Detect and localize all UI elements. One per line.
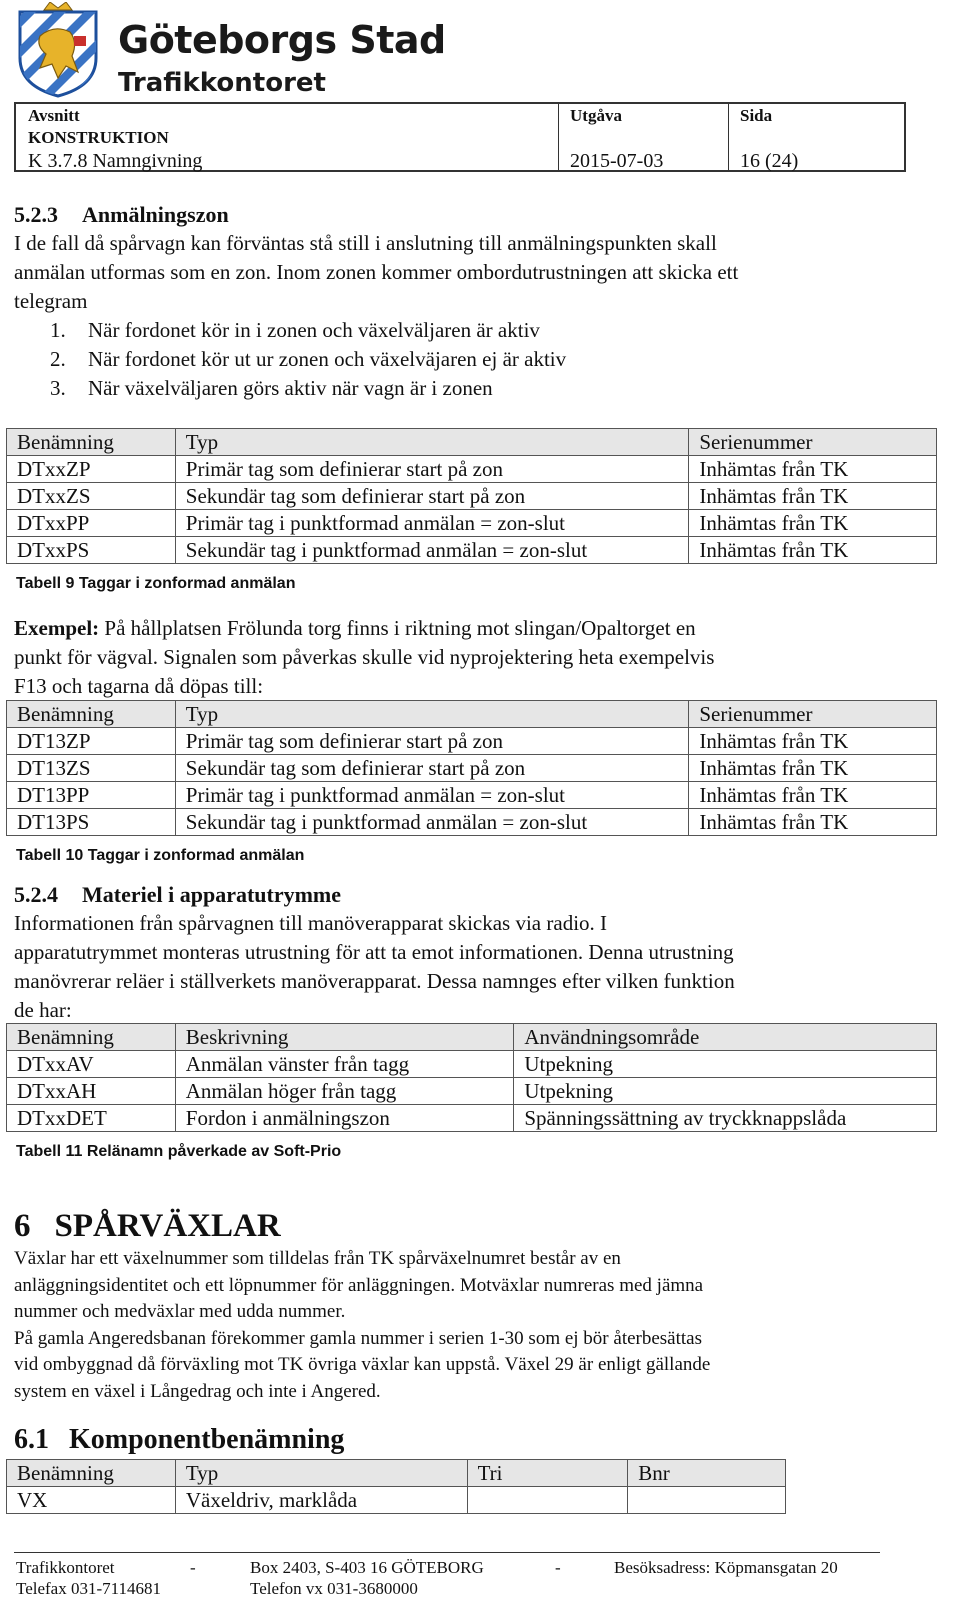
table-cell: DT13ZP: [7, 728, 176, 755]
table-cell: Inhämtas från TK: [689, 510, 937, 537]
table-cell: Sekundär tag som definierar start på zon: [175, 755, 689, 782]
table-header-row: [7, 429, 937, 456]
document-header-box: [14, 102, 906, 172]
text-line: manövrerar reläer i ställverkets manöverapparat. Dessa namnges efter vilken funktion: [14, 969, 735, 993]
list-number: 2.: [50, 347, 66, 371]
page-cell: [740, 104, 890, 170]
table-cell: DT13ZS: [7, 755, 176, 782]
table-cell: VX: [7, 1487, 176, 1514]
footer-phone: Telefon vx 031-3680000: [250, 1579, 418, 1598]
page-label: Sida: [740, 106, 773, 125]
table-cell: Sekundär tag i punktformad anmälan = zon-slut: [175, 809, 689, 836]
table-cell: [628, 1487, 786, 1514]
table-cell: DTxxAH: [7, 1078, 176, 1105]
text-line: nummer och medväxlar med udda nummer.: [14, 1301, 346, 1322]
column-header: Benämning: [7, 1024, 176, 1051]
heading-text: Anmälningszon: [82, 202, 229, 227]
gothenburg-coat-of-arms-logo: [14, 2, 102, 98]
table-cell: Primär tag i punktformad anmälan = zon-slut: [175, 510, 689, 537]
column-header: Benämning: [7, 701, 176, 728]
component-table: [6, 1459, 786, 1514]
brand-title: Göteborgs Stad: [118, 18, 446, 62]
section-value: KONSTRUKTION: [28, 128, 169, 147]
table-caption: Tabell 11 Relänamn påverkade av Soft-Prio: [16, 1143, 342, 1160]
table-row: [7, 782, 937, 809]
text-line: F13 och tagarna då döpas till:: [14, 674, 264, 698]
section-cell: [28, 104, 548, 170]
table-row: [7, 1051, 937, 1078]
table-cell: DTxxZP: [7, 456, 176, 483]
table-cell: DTxxDET: [7, 1105, 176, 1132]
table-cell: DT13PP: [7, 782, 176, 809]
heading-text: Komponentbenämning: [69, 1424, 345, 1455]
footer-fax: Telefax 031-7114681: [16, 1579, 161, 1598]
footer-org: Trafikkontoret: [16, 1558, 115, 1577]
paragraph-sparvaxlar: [14, 1246, 914, 1405]
paragraph-materiel: [14, 909, 914, 1025]
footer-separator: -: [555, 1558, 561, 1577]
column-header: Benämning: [7, 1460, 176, 1487]
table-cell: Anmälan vänster från tagg: [175, 1051, 514, 1078]
list-text: När fordonet kör in i zonen och växelväljaren är aktiv: [88, 318, 540, 342]
table-cell: DT13PS: [7, 809, 176, 836]
list-text: När växelväljaren görs aktiv när vagn är i zonen: [88, 376, 493, 400]
numbered-list: [50, 316, 566, 403]
header-divider: [558, 104, 559, 170]
paragraph-anmalningszon: [14, 229, 914, 316]
table-cell: DTxxPP: [7, 510, 176, 537]
text-line: de har:: [14, 998, 72, 1022]
table-header-row: [7, 1024, 937, 1051]
heading-number: 5.2.3: [14, 202, 58, 227]
text-line: vid ombyggnad då förväxling mot TK övriga växlar kan uppstå. Växel 29 är enligt gällande: [14, 1354, 711, 1375]
heading-text: SPÅRVÄXLAR: [54, 1208, 281, 1244]
table-row: [7, 1487, 786, 1514]
column-header: Typ: [175, 1460, 467, 1487]
section-heading-5-2-4: [14, 882, 341, 908]
table-cell: DTxxAV: [7, 1051, 176, 1078]
edition-label: Utgåva: [570, 106, 622, 125]
table-cell: Inhämtas från TK: [689, 809, 937, 836]
table-cell: Inhämtas från TK: [689, 483, 937, 510]
table-header-row: [7, 1460, 786, 1487]
footer-address: Box 2403, S-403 16 GÖTEBORG: [250, 1558, 484, 1577]
chapter-heading-6: [14, 1208, 281, 1245]
text-line: system en växel i Långedrag och inte i Angered.: [14, 1380, 381, 1402]
table-cell: Primär tag som definierar start på zon: [175, 456, 689, 483]
text-line: telegram: [14, 289, 88, 313]
text-line: På gamla Angeredsbanan förekommer gamla nummer i serien 1-30 som ej bör återbesättas: [14, 1327, 702, 1349]
text-line: Växlar har ett växelnummer som tilldelas från TK spårväxelnumret består av en: [14, 1248, 621, 1269]
table-row: [7, 809, 937, 836]
table-row: [7, 537, 937, 564]
table-cell: DTxxZS: [7, 483, 176, 510]
heading-number: 6: [14, 1208, 31, 1244]
table-10: [6, 700, 937, 836]
footer-separator: -: [190, 1558, 196, 1577]
section-heading-5-2-3: [14, 202, 229, 228]
column-header: Serienummer: [689, 429, 937, 456]
edition-value: 2015-07-03: [570, 150, 664, 172]
example-paragraph: [14, 614, 914, 701]
column-header: Användningsområde: [514, 1024, 937, 1051]
table-row: [7, 1078, 937, 1105]
table-9: [6, 428, 937, 564]
footer-visit-address: Besöksadress: Köpmansgatan 20: [614, 1558, 838, 1577]
heading-number: 6.1: [14, 1424, 49, 1455]
column-header: Benämning: [7, 429, 176, 456]
edition-cell: [570, 104, 720, 170]
text-line: apparatutrymmet monteras utrustning för att ta emot informationen. Denna utrustning: [14, 940, 734, 964]
table-header-row: [7, 701, 937, 728]
heading-text: Materiel i apparatutrymme: [82, 882, 342, 907]
list-item: [50, 316, 566, 345]
list-number: 1.: [50, 318, 66, 342]
table-cell: Inhämtas från TK: [689, 755, 937, 782]
table-cell: Inhämtas från TK: [689, 728, 937, 755]
table-cell: Inhämtas från TK: [689, 537, 937, 564]
table-cell: Primär tag i punktformad anmälan = zon-slut: [175, 782, 689, 809]
text-span: På hållplatsen Frölunda torg finns i riktning mot slingan/Opaltorget en: [99, 616, 696, 640]
brand-subtitle: Trafikkontoret: [118, 68, 326, 98]
list-item: [50, 374, 566, 403]
text-line: [14, 614, 914, 643]
column-header: Beskrivning: [175, 1024, 514, 1051]
table-cell: Sekundär tag som definierar start på zon: [175, 483, 689, 510]
table-11: [6, 1023, 937, 1132]
column-header: Typ: [175, 429, 689, 456]
column-header: Typ: [175, 701, 689, 728]
example-label: Exempel:: [14, 616, 100, 640]
table-row: [7, 1105, 937, 1132]
table-cell: Fordon i anmälningszon: [175, 1105, 514, 1132]
table-cell: Spänningssättning av tryckknappslåda: [514, 1105, 937, 1132]
text-line: anläggningsidentitet och ett löpnummer för anläggningen. Motväxlar numreras med jämna: [14, 1274, 704, 1296]
text-line: Informationen från spårvagnen till manöverapparat skickas via radio. I: [14, 911, 608, 935]
table-cell: Växeldriv, marklåda: [175, 1487, 467, 1514]
text-line: anmälan utformas som en zon. Inom zonen kommer ombordutrustningen att skicka ett: [14, 260, 739, 284]
column-header: Bnr: [628, 1460, 786, 1487]
table-cell: Inhämtas från TK: [689, 456, 937, 483]
table-cell: Inhämtas från TK: [689, 782, 937, 809]
header-divider: [728, 104, 729, 170]
text-line: I de fall då spårvagn kan förväntas stå still i anslutning till anmälningspunkten skall: [14, 231, 717, 255]
list-text: När fordonet kör ut ur zonen och växelväjaren ej är aktiv: [88, 347, 567, 371]
footer-rule: [14, 1552, 880, 1553]
table-cell: Utpekning: [514, 1078, 937, 1105]
table-row: [7, 483, 937, 510]
table-cell: Utpekning: [514, 1051, 937, 1078]
section-name: K 3.7.8 Namngivning: [28, 150, 203, 172]
table-row: [7, 510, 937, 537]
page-number: 16 (24): [740, 150, 799, 172]
table-cell: Anmälan höger från tagg: [175, 1078, 514, 1105]
table-caption: Tabell 9 Taggar i zonformad anmälan: [16, 575, 296, 592]
column-header: Serienummer: [689, 701, 937, 728]
text-line: punkt för vägval. Signalen som påverkas skulle vid nyprojektering heta exempelvis: [14, 645, 715, 669]
table-cell: [467, 1487, 628, 1514]
table-caption: Tabell 10 Taggar i zonformad anmälan: [16, 847, 305, 864]
list-number: 3.: [50, 376, 66, 400]
table-cell: Sekundär tag i punktformad anmälan = zon-slut: [175, 537, 689, 564]
section-heading-6-1: [14, 1424, 344, 1456]
table-cell: DTxxPS: [7, 537, 176, 564]
section-label: Avsnitt: [28, 106, 80, 125]
table-row: [7, 728, 937, 755]
list-item: [50, 345, 566, 374]
column-header: Tri: [467, 1460, 628, 1487]
table-row: [7, 456, 937, 483]
table-row: [7, 755, 937, 782]
heading-number: 5.2.4: [14, 882, 58, 907]
table-cell: Primär tag som definierar start på zon: [175, 728, 689, 755]
